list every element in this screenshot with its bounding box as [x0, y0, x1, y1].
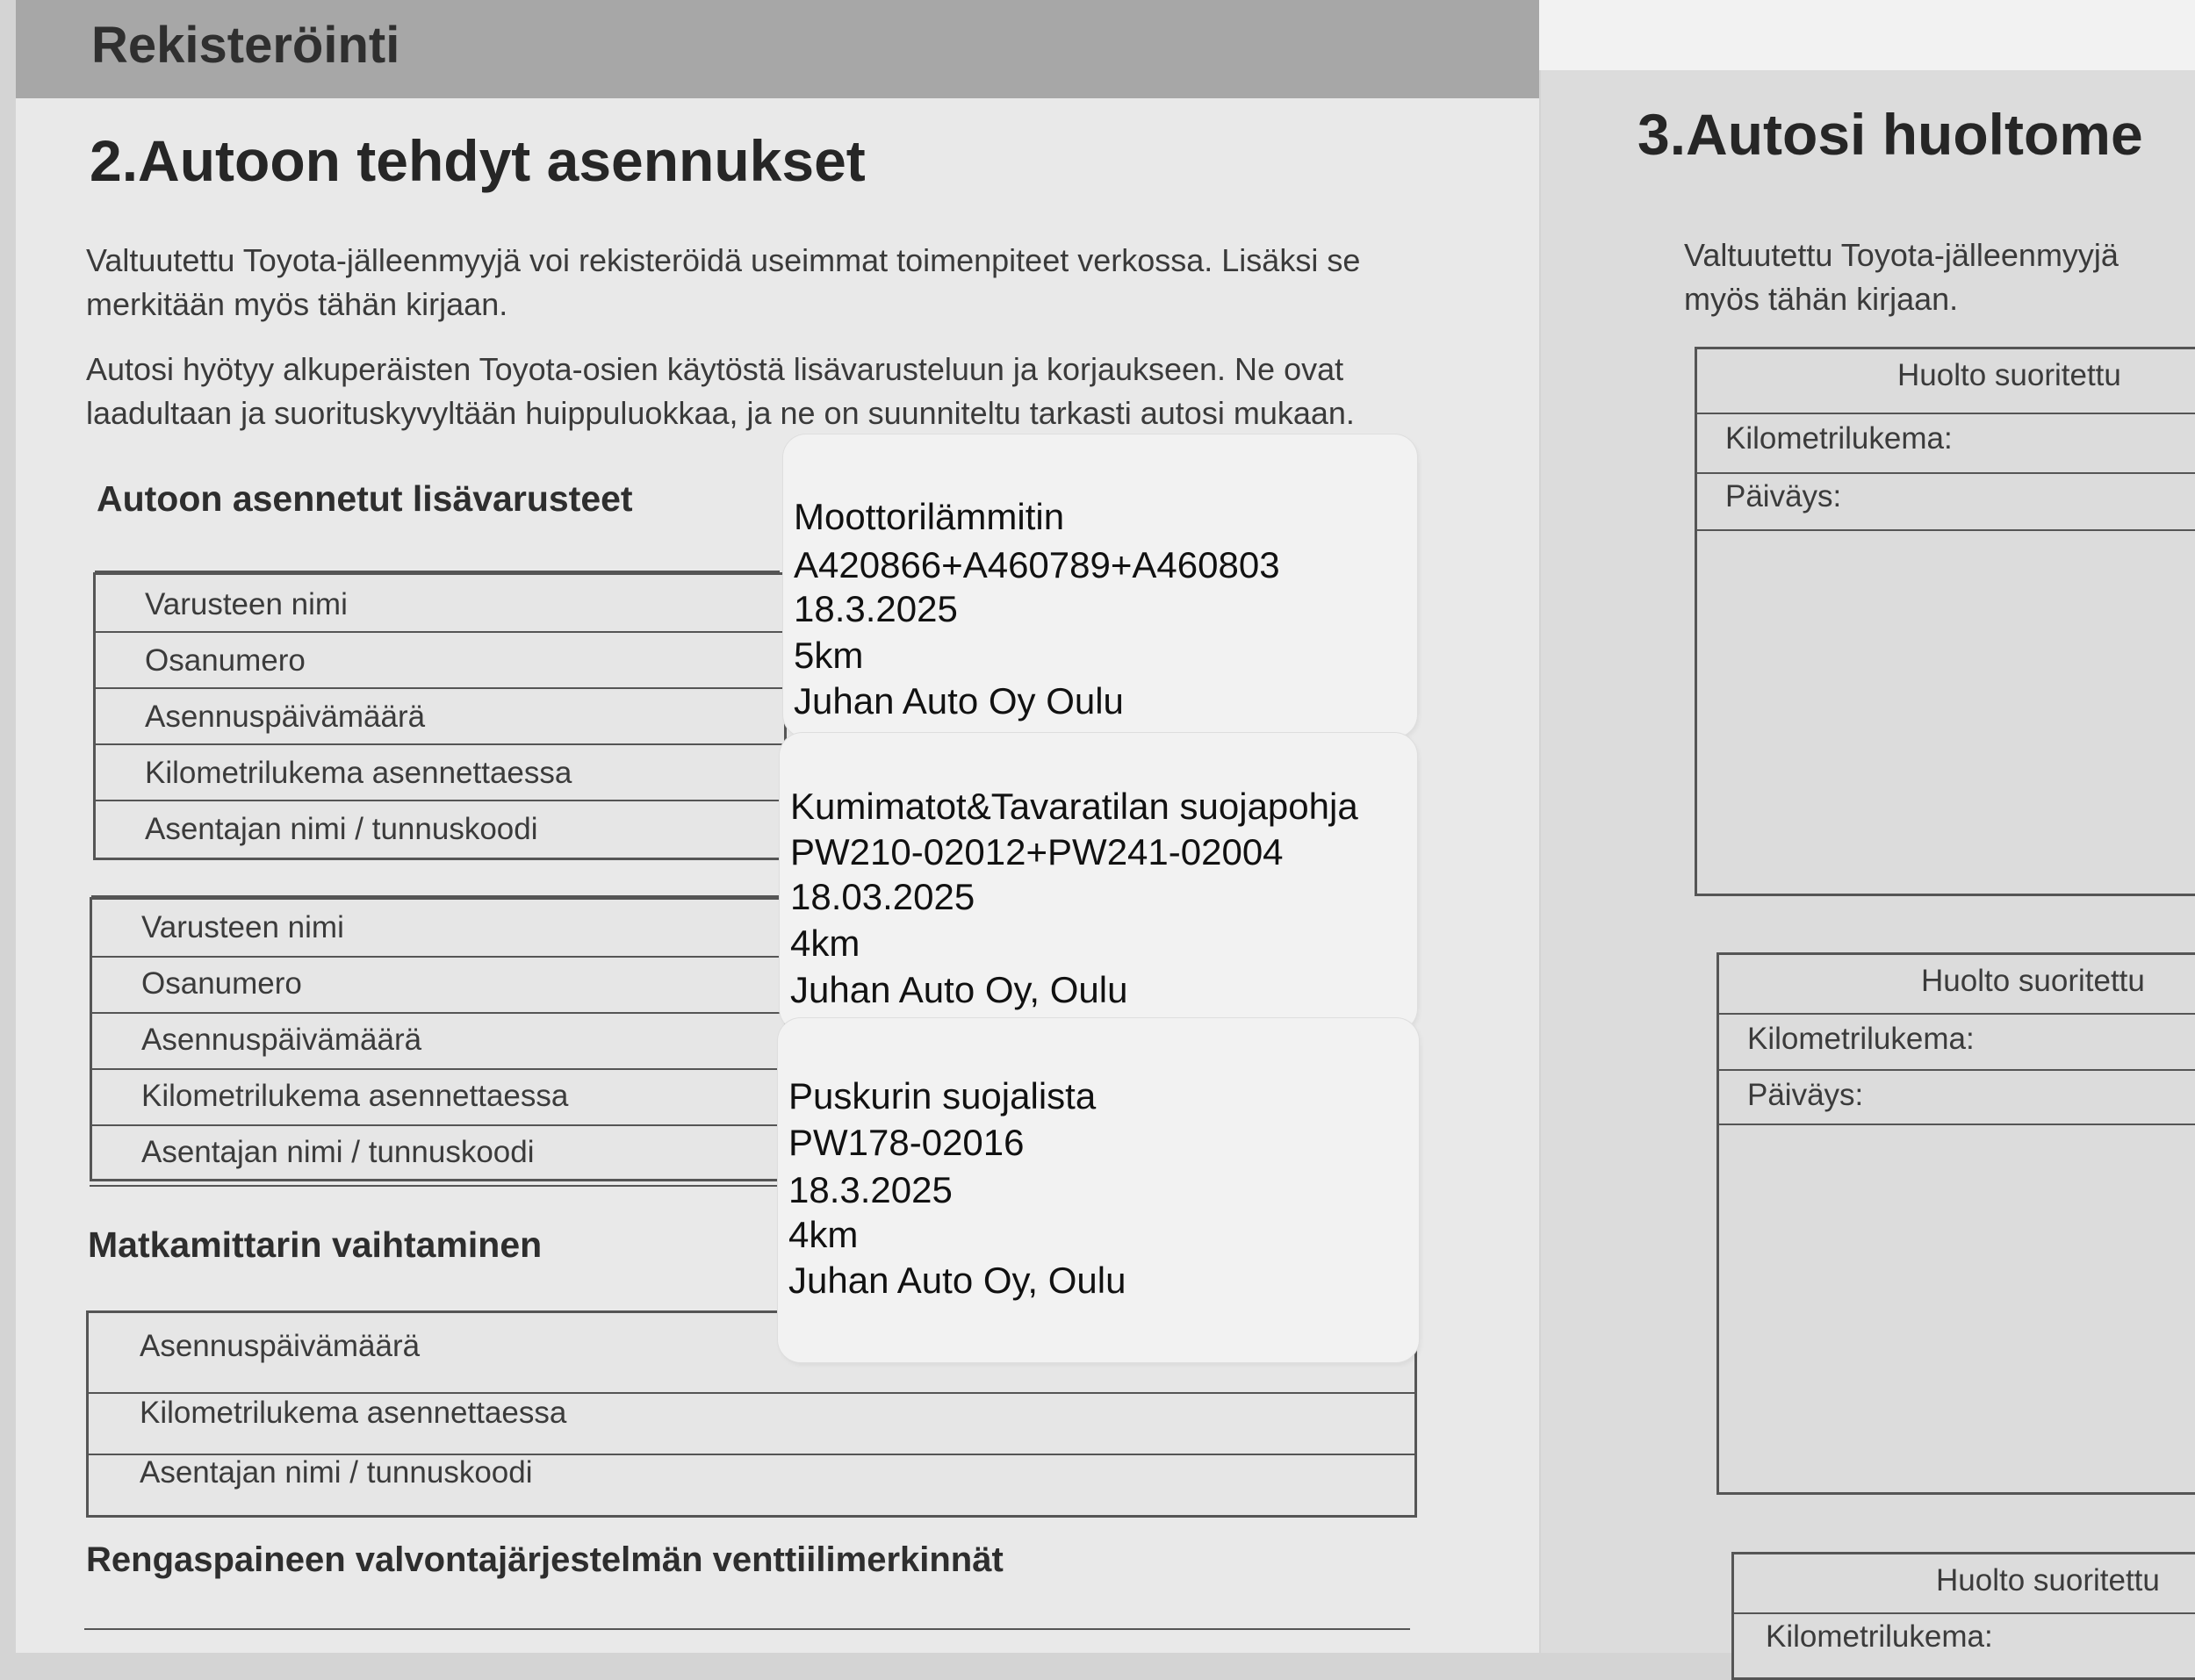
service-row-divider: [1734, 1612, 2195, 1614]
label-accessory-name: Varusteen nimi: [141, 910, 344, 944]
service-done-label: Huolto suoritettu: [1897, 358, 2121, 392]
sticker-part-number: A420866+A460789+A460803: [794, 544, 1280, 585]
tpms-rule: [84, 1628, 1410, 1630]
service-row-divider: [1719, 1069, 2195, 1071]
form-row-divider: [89, 1392, 1414, 1394]
sticker-accessory-name: Moottorilämmitin: [794, 496, 1065, 537]
form-row-divider: [96, 631, 784, 633]
sticker-install-date: 18.3.2025: [794, 588, 958, 629]
accessory-form-1: [93, 572, 787, 860]
right-page-title: 3.Autosi huoltome: [1637, 102, 2143, 167]
sticker-part-number: PW210-02012+PW241-02004: [790, 831, 1284, 872]
form-row-divider: [92, 1012, 784, 1014]
service-date-label: Päiväys:: [1747, 1078, 1864, 1112]
sticker-odometer: 4km: [790, 923, 860, 964]
intro-line-1: Valtuutettu Toyota-jälleenmyyjä voi rekisteröidä useimmat toimenpiteet verkossa. Lisäksi se: [86, 242, 1361, 278]
label-install-date: Asennuspäivämäärä: [145, 700, 426, 734]
accessory-form-2: [90, 897, 787, 1181]
label-install-date: Asennuspäivämäärä: [141, 1023, 422, 1057]
form-row-divider: [92, 1068, 784, 1070]
service-row-divider: [1697, 413, 2195, 414]
service-odometer-label: Kilometrilukema:: [1725, 421, 1953, 456]
intro-line-2: merkitään myös tähän kirjaan.: [86, 286, 508, 322]
label-install-date: Asennuspäivämäärä: [140, 1329, 421, 1363]
tpms-heading: Rengaspaineen valvontajärjestelmän venttiilimerkinnät: [86, 1540, 1004, 1579]
accessories-heading: Autoon asennetut lisävarusteet: [97, 478, 633, 519]
section-label: Rekisteröinti: [91, 17, 400, 74]
sticker-accessory-name: Puskurin suojalista: [788, 1075, 1097, 1116]
label-part-number: Osanumero: [141, 966, 302, 1001]
odometer-change-heading: Matkamittarin vaihtaminen: [88, 1224, 543, 1265]
accessory-sticker-1: [783, 434, 1417, 737]
service-row-divider: [1697, 472, 2195, 474]
right-intro-line-1: Valtuutettu Toyota-jälleenmyyjä: [1684, 237, 2119, 273]
label-installer: Asentajan nimi / tunnuskoodi: [145, 812, 538, 846]
label-part-number: Osanumero: [145, 643, 306, 678]
form-row-divider: [96, 743, 784, 745]
service-record-2: [1716, 952, 2195, 1495]
sticker-installer: Juhan Auto Oy Oulu: [794, 680, 1124, 722]
sticker-installer: Juhan Auto Oy, Oulu: [790, 969, 1128, 1010]
sticker-installer: Juhan Auto Oy, Oulu: [788, 1260, 1126, 1301]
benefit-line-1: Autosi hyötyy alkuperäisten Toyota-osien käytöstä lisävarusteluun ja korjaukseen. Ne ovat: [86, 351, 1344, 387]
service-odometer-label: Kilometrilukema:: [1747, 1022, 1975, 1056]
label-odometer: Kilometrilukema asennettaessa: [145, 756, 572, 790]
label-installer: Asentajan nimi / tunnuskoodi: [140, 1455, 533, 1490]
form-row-divider: [96, 800, 784, 801]
service-odometer-label: Kilometrilukema:: [1766, 1619, 1993, 1654]
service-done-label: Huolto suoritettu: [1921, 964, 2145, 998]
benefit-line-2: laadultaan ja suorituskyvyltään huippuluokkaa, ja ne on suunniteltu tarkasti autosi mukaan.: [86, 395, 1355, 431]
label-accessory-name: Varusteen nimi: [145, 587, 348, 621]
service-row-divider: [1719, 1013, 2195, 1015]
service-record-1: [1695, 347, 2195, 896]
accessory-sticker-3: [778, 1018, 1419, 1362]
service-row-divider: [1697, 529, 2195, 531]
sticker-part-number: PW178-02016: [788, 1122, 1025, 1163]
form-row-divider: [92, 956, 784, 958]
accessory-sticker-2: [780, 733, 1417, 1031]
service-date-label: Päiväys:: [1725, 479, 1842, 513]
service-row-divider: [1719, 1124, 2195, 1125]
label-installer: Asentajan nimi / tunnuskoodi: [141, 1135, 535, 1169]
form-row-divider: [96, 687, 784, 689]
form-row-divider: [92, 1124, 784, 1126]
form-separator-rule: [90, 1185, 783, 1187]
sticker-install-date: 18.03.2025: [790, 876, 975, 917]
background-top-right: [1532, 0, 2195, 70]
page-title: 2.Autoon tehdyt asennukset: [90, 128, 866, 193]
service-record-3: [1731, 1552, 2195, 1680]
sticker-odometer: 4km: [788, 1214, 859, 1255]
service-done-label: Huolto suoritettu: [1936, 1563, 2160, 1597]
right-intro-line-2: myös tähän kirjaan.: [1684, 281, 1959, 317]
sticker-install-date: 18.3.2025: [788, 1169, 953, 1210]
label-odometer: Kilometrilukema asennettaessa: [140, 1396, 567, 1430]
sticker-odometer: 5km: [794, 635, 864, 676]
sticker-accessory-name: Kumimatot&Tavaratilan suojapohja: [790, 786, 1358, 827]
label-odometer: Kilometrilukema asennettaessa: [141, 1079, 569, 1113]
